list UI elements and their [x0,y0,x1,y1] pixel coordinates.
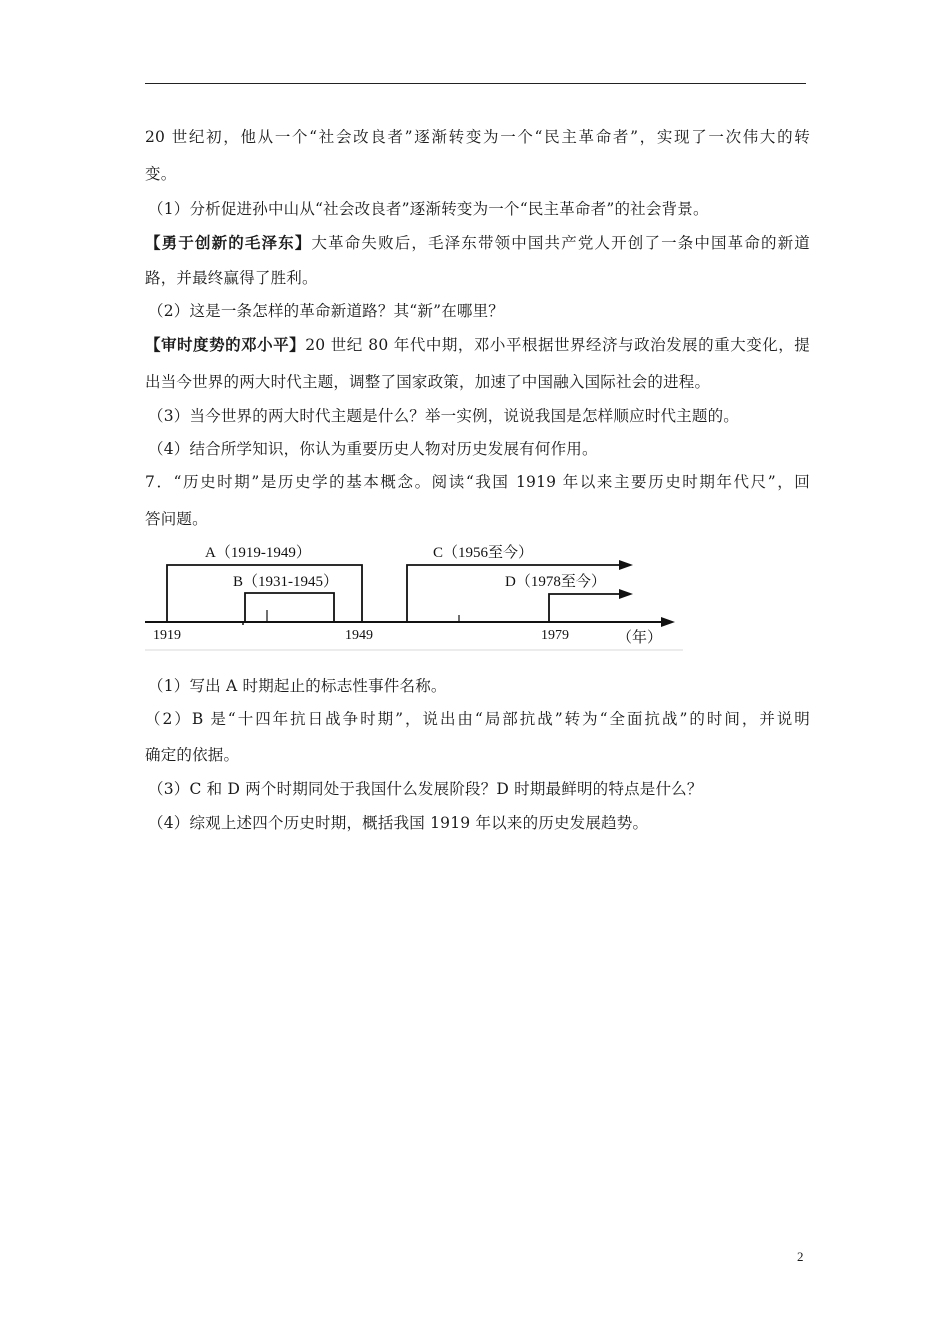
tick-label-1949: 1949 [345,628,373,643]
paragraph-line: 20 世纪初，他从一个“社会改良者”逐渐转变为一个“民主革命者”，实现了一次伟大的转 [145,128,810,146]
question-4: （4）结合所学知识，你认为重要历史人物对历史发展有何作用。 [148,440,598,458]
period-c-label: C（1956至今） [433,545,534,561]
tick-label-1979: 1979 [541,628,569,643]
period-b-label: B（1931-1945） [233,574,339,590]
deng-heading: 【审时度势的邓小平】 [145,335,306,354]
paragraph-line: 确定的依据。 [145,746,240,764]
question-3: （3）当今世界的两大时代主题是什么？举一实例，说说我国是怎样顺应时代主题的。 [148,407,739,425]
header-rule [145,83,806,84]
question-2: （2）这是一条怎样的革命新道路？其“新”在哪里？ [148,302,505,320]
question-7-1: （1）写出 A 时期起止的标志性事件名称。 [148,677,447,695]
question-7-3: （3）C 和 D 两个时期同处于我国什么发展阶段？D 时期最鲜明的特点是什么？ [148,780,703,798]
tick-label-1919: 1919 [153,628,181,643]
paragraph-line: 路，并最终赢得了胜利。 [145,269,318,287]
question-7-4: （4）综观上述四个历史时期，概括我国 1919 年以来的历史发展趋势。 [148,814,649,832]
question-7: 7．“历史时期”是历史学的基本概念。阅读“我国 1919 年以来主要历史时期年代尺”，回 [145,473,810,491]
unit-label: （年） [617,630,663,646]
paragraph-line: 答问题。 [145,510,208,528]
page-number: 2 [797,1249,804,1264]
mao-text: 大革命失败后，毛泽东带领中国共产党人开创了一条中国革命的新道 [311,234,810,252]
paragraph-line: 变。 [145,165,177,183]
deng-text: 20 世纪 80 年代中期，邓小平根据世界经济与政治发展的重大变化，提 [305,336,810,354]
mao-paragraph [145,232,810,254]
paragraph-line: 出当今世界的两大时代主题，调整了国家政策，加速了中国融入国际社会的进程。 [145,373,711,391]
question-1: （1）分析促进孙中山从“社会改良者”逐渐转变为一个“民主革命者”的社会背景。 [148,200,709,218]
question-7-2: （2）B 是“十四年抗日战争时期”，说出由“局部抗战”转为“全面抗战”的时间，并说明 [145,710,810,728]
deng-paragraph [145,334,810,356]
timeline-chart [145,535,685,653]
mao-heading: 【勇于创新的毛泽东】 [145,233,312,252]
period-a-label: A（1919-1949） [205,545,311,561]
period-d-label: D（1978至今） [505,574,606,590]
